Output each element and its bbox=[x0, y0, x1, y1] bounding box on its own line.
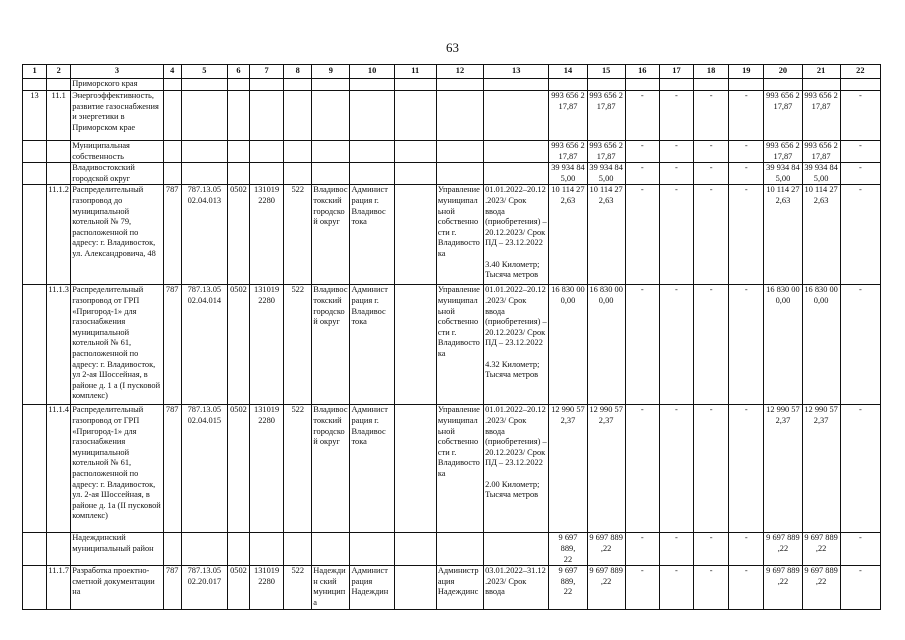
table-cell: Владивостокский городской округ bbox=[71, 163, 163, 185]
table-cell: - bbox=[729, 566, 764, 609]
table-cell: Разработка проектно-сметной документации на bbox=[71, 566, 163, 609]
table-cell bbox=[284, 533, 312, 566]
table-cell bbox=[394, 141, 436, 163]
table-cell bbox=[284, 141, 312, 163]
table-cell: 993 656 2 17,87 bbox=[587, 91, 625, 141]
table-cell bbox=[23, 141, 47, 163]
table-cell: - bbox=[659, 185, 693, 285]
table-cell bbox=[250, 533, 284, 566]
table-cell: 993 656 2 17,87 bbox=[802, 141, 840, 163]
table-cell bbox=[394, 405, 436, 533]
table-cell: 11.1.2 bbox=[47, 185, 71, 285]
table-row bbox=[23, 163, 881, 185]
table-cell: - bbox=[840, 533, 880, 566]
header-cell: 10 bbox=[350, 65, 394, 79]
table-cell bbox=[163, 163, 181, 185]
header-cell: 16 bbox=[625, 65, 659, 79]
table-cell: 12 990 57 2,37 bbox=[802, 405, 840, 533]
table-cell: 522 bbox=[284, 285, 312, 405]
table-cell: 01.01.2022–20.12 .2023/ Срок ввода (приобретения) – 20.12.2023/ Срок ПД – 23.12.2022 4.32 Километр; Тысяча метров bbox=[484, 285, 549, 405]
table-cell: 12 990 57 2,37 bbox=[587, 405, 625, 533]
table-cell: - bbox=[659, 285, 693, 405]
table-cell bbox=[284, 79, 312, 91]
header-cell: 1 bbox=[23, 65, 47, 79]
table-cell: - bbox=[694, 185, 729, 285]
table-cell: - bbox=[659, 533, 693, 566]
table-cell: - bbox=[625, 163, 659, 185]
table-cell: 39 934 84 5,00 bbox=[764, 163, 802, 185]
table-cell: - bbox=[625, 405, 659, 533]
table-cell: - bbox=[840, 141, 880, 163]
table-cell bbox=[47, 163, 71, 185]
table-cell: Приморского края bbox=[71, 79, 163, 91]
table-row bbox=[23, 405, 881, 533]
table-cell: - bbox=[625, 91, 659, 141]
header-cell: 9 bbox=[312, 65, 350, 79]
table-cell: 9 697 889 ,22 bbox=[802, 566, 840, 609]
table-cell bbox=[350, 533, 394, 566]
header-cell: 19 bbox=[729, 65, 764, 79]
table-cell: 39 934 84 5,00 bbox=[549, 163, 587, 185]
table-cell: - bbox=[840, 566, 880, 609]
table-cell bbox=[181, 141, 227, 163]
table-cell: 522 bbox=[284, 185, 312, 285]
table-cell: 01.01.2022–20.12 .2023/ Срок ввода (приобретения) – 20.12.2023/ Срок ПД – 23.12.2022 3.40 Километр; Тысяча метров bbox=[484, 185, 549, 285]
table-cell bbox=[394, 566, 436, 609]
table-cell: - bbox=[840, 285, 880, 405]
header-cell: 2 bbox=[47, 65, 71, 79]
header-cell: 4 bbox=[163, 65, 181, 79]
table-cell bbox=[350, 141, 394, 163]
table-cell: 11.1 bbox=[47, 91, 71, 141]
table-cell: Муниципальная собственность bbox=[71, 141, 163, 163]
table-cell: 10 114 27 2,63 bbox=[549, 185, 587, 285]
table-cell: Администр ация Надеждинс bbox=[436, 566, 483, 609]
table-cell: 131019 2280 bbox=[250, 285, 284, 405]
table-cell bbox=[23, 566, 47, 609]
table-cell: Владивос токский городской округ bbox=[312, 405, 350, 533]
table-cell: - bbox=[840, 163, 880, 185]
table-cell: - bbox=[625, 185, 659, 285]
table-cell bbox=[312, 141, 350, 163]
header-cell: 12 bbox=[436, 65, 483, 79]
table-cell: 993 656 2 17,87 bbox=[549, 91, 587, 141]
table-cell bbox=[312, 163, 350, 185]
header-cell: 21 bbox=[802, 65, 840, 79]
table-row bbox=[23, 91, 881, 141]
table-cell bbox=[436, 163, 483, 185]
header-cell: 13 bbox=[484, 65, 549, 79]
table-cell bbox=[47, 141, 71, 163]
table-header-row bbox=[23, 65, 881, 79]
header-cell: 3 bbox=[71, 65, 163, 79]
table-cell bbox=[227, 163, 249, 185]
budget-table bbox=[22, 64, 881, 610]
table-cell: Распределительный газопровод от ГРП «Пригород-1» для газоснабжения муниципальной котельной № 61, расположенной по адресу: г. Владивосток, ул. 2-ая Шоссейная, в районе д. 1а (II пусковой комплекс) bbox=[71, 405, 163, 533]
table-cell: Управление муниципал ьной собственно сти г. Владивосто ка bbox=[436, 285, 483, 405]
table-cell bbox=[350, 91, 394, 141]
table-cell: 11.1.7 bbox=[47, 566, 71, 609]
table-cell: - bbox=[659, 405, 693, 533]
table-cell: - bbox=[625, 285, 659, 405]
table-cell bbox=[23, 79, 47, 91]
table-cell bbox=[484, 79, 549, 91]
table-cell: - bbox=[840, 185, 880, 285]
table-cell: - bbox=[625, 141, 659, 163]
table-cell bbox=[394, 91, 436, 141]
table-row bbox=[23, 185, 881, 285]
table-cell: - bbox=[729, 91, 764, 141]
table-cell bbox=[227, 79, 249, 91]
table-cell bbox=[436, 79, 483, 91]
header-cell: 15 bbox=[587, 65, 625, 79]
table-cell: - bbox=[694, 163, 729, 185]
table-cell bbox=[23, 533, 47, 566]
table-cell bbox=[312, 533, 350, 566]
table-cell: 39 934 84 5,00 bbox=[802, 163, 840, 185]
table-cell bbox=[250, 91, 284, 141]
table-cell: 993 656 2 17,87 bbox=[764, 91, 802, 141]
table-row bbox=[23, 285, 881, 405]
table-cell bbox=[227, 91, 249, 141]
table-cell bbox=[729, 79, 764, 91]
table-row bbox=[23, 79, 881, 91]
table-row bbox=[23, 533, 881, 566]
table-cell: - bbox=[694, 405, 729, 533]
table-cell bbox=[163, 91, 181, 141]
table-cell bbox=[312, 79, 350, 91]
table-cell bbox=[484, 163, 549, 185]
table-cell bbox=[436, 533, 483, 566]
table-cell: 131019 2280 bbox=[250, 405, 284, 533]
table-cell: Надеждин ский муниципа bbox=[312, 566, 350, 609]
table-cell bbox=[250, 79, 284, 91]
table-cell: 787 bbox=[163, 285, 181, 405]
table-cell bbox=[659, 79, 693, 91]
table-cell bbox=[802, 79, 840, 91]
table-cell bbox=[764, 79, 802, 91]
table-cell bbox=[227, 533, 249, 566]
table-cell: Управление муниципал ьной собственно сти г. Владивосто ка bbox=[436, 405, 483, 533]
table-cell: 787.13.05 02.20.017 bbox=[181, 566, 227, 609]
table-cell bbox=[163, 533, 181, 566]
table-cell bbox=[23, 185, 47, 285]
table-cell: 39 934 84 5,00 bbox=[587, 163, 625, 185]
table-cell: 10 114 27 2,63 bbox=[764, 185, 802, 285]
table-cell: Распределительный газопровод от ГРП «Пригород-1» для газоснабжения муниципальной котельной № 61, расположенной по адресу: г. Владивосток, ул 2-ая Шоссейная, в районе д. 1 а (I пусковой комплекс) bbox=[71, 285, 163, 405]
table-cell bbox=[23, 285, 47, 405]
table-cell bbox=[484, 91, 549, 141]
table-row bbox=[23, 566, 881, 609]
table-cell: - bbox=[694, 533, 729, 566]
table-cell bbox=[484, 141, 549, 163]
table-cell: 131019 2280 bbox=[250, 185, 284, 285]
table-cell bbox=[394, 533, 436, 566]
table-cell: - bbox=[729, 163, 764, 185]
table-cell bbox=[350, 163, 394, 185]
table-cell: 16 830 00 0,00 bbox=[802, 285, 840, 405]
table-cell: 522 bbox=[284, 405, 312, 533]
table-cell bbox=[840, 79, 880, 91]
table-cell: 993 656 2 17,87 bbox=[764, 141, 802, 163]
table-cell: Надеждинский муниципальный район bbox=[71, 533, 163, 566]
header-cell: 20 bbox=[764, 65, 802, 79]
table-cell: 9 697 889, 22 bbox=[549, 533, 587, 566]
table-cell: 01.01.2022–20.12 .2023/ Срок ввода (приобретения) – 20.12.2023/ Срок ПД – 23.12.2022 2.00 Километр; Тысяча метров bbox=[484, 405, 549, 533]
table-cell: 11.1.4 bbox=[47, 405, 71, 533]
table-cell bbox=[284, 91, 312, 141]
table-cell: 993 656 2 17,87 bbox=[587, 141, 625, 163]
table-cell: 993 656 2 17,87 bbox=[549, 141, 587, 163]
table-cell bbox=[436, 91, 483, 141]
table-cell: 9 697 889 ,22 bbox=[802, 533, 840, 566]
table-cell: 787 bbox=[163, 405, 181, 533]
table-cell: 11.1.3 bbox=[47, 285, 71, 405]
header-cell: 7 bbox=[250, 65, 284, 79]
table-cell bbox=[181, 79, 227, 91]
header-cell: 18 bbox=[694, 65, 729, 79]
table-cell bbox=[227, 141, 249, 163]
table-cell: Владивос токский городской округ bbox=[312, 285, 350, 405]
table-cell: Управление муниципал ьной собственно сти г. Владивосто ка bbox=[436, 185, 483, 285]
table-cell: 0502 bbox=[227, 285, 249, 405]
table-cell: - bbox=[625, 566, 659, 609]
table-cell bbox=[181, 91, 227, 141]
table-cell: - bbox=[840, 91, 880, 141]
table-cell: 9 697 889 ,22 bbox=[764, 566, 802, 609]
table-cell: Админист рация Надеждин bbox=[350, 566, 394, 609]
table-cell bbox=[181, 533, 227, 566]
table-cell: Админист рация г. Владивос тока bbox=[350, 285, 394, 405]
table-cell: Владивос токский городской округ bbox=[312, 185, 350, 285]
table-cell: - bbox=[729, 533, 764, 566]
table-cell: 787.13.05 02.04.013 bbox=[181, 185, 227, 285]
table-cell bbox=[47, 79, 71, 91]
table-cell bbox=[394, 79, 436, 91]
table-cell: - bbox=[694, 566, 729, 609]
table-cell bbox=[181, 163, 227, 185]
table-cell: Админист рация г. Владивос тока bbox=[350, 185, 394, 285]
table-cell: - bbox=[659, 141, 693, 163]
table-cell: 522 bbox=[284, 566, 312, 609]
table-cell bbox=[284, 163, 312, 185]
header-cell: 6 bbox=[227, 65, 249, 79]
table-cell: 12 990 57 2,37 bbox=[549, 405, 587, 533]
table-cell bbox=[163, 79, 181, 91]
table-cell: - bbox=[694, 91, 729, 141]
table-cell: - bbox=[659, 91, 693, 141]
table-cell: 16 830 00 0,00 bbox=[764, 285, 802, 405]
table-cell: 16 830 00 0,00 bbox=[549, 285, 587, 405]
page-number: 63 bbox=[446, 40, 459, 55]
table-cell: 787 bbox=[163, 566, 181, 609]
header-cell: 22 bbox=[840, 65, 880, 79]
table-cell: 03.01.2022–31.12 .2023/ Срок ввода bbox=[484, 566, 549, 609]
table-cell: - bbox=[625, 533, 659, 566]
table-cell bbox=[350, 79, 394, 91]
table-cell: - bbox=[694, 285, 729, 405]
table-cell: 16 830 00 0,00 bbox=[587, 285, 625, 405]
header-cell: 8 bbox=[284, 65, 312, 79]
table-cell bbox=[625, 79, 659, 91]
table-cell bbox=[250, 141, 284, 163]
header-cell: 17 bbox=[659, 65, 693, 79]
table-cell bbox=[163, 141, 181, 163]
table-cell: 787 bbox=[163, 185, 181, 285]
table-cell bbox=[587, 79, 625, 91]
header-cell: 11 bbox=[394, 65, 436, 79]
table-cell: - bbox=[729, 141, 764, 163]
table-cell bbox=[23, 163, 47, 185]
table-cell: 0502 bbox=[227, 185, 249, 285]
table-cell: 787.13.05 02.04.015 bbox=[181, 405, 227, 533]
table-cell bbox=[23, 405, 47, 533]
table-cell: 9 697 889 ,22 bbox=[587, 533, 625, 566]
table-cell: - bbox=[729, 405, 764, 533]
table-cell: 787.13.05 02.04.014 bbox=[181, 285, 227, 405]
table-cell: - bbox=[729, 285, 764, 405]
table-cell: 9 697 889 ,22 bbox=[587, 566, 625, 609]
table-cell: 12 990 57 2,37 bbox=[764, 405, 802, 533]
table-cell bbox=[47, 533, 71, 566]
table-cell bbox=[549, 79, 587, 91]
table-cell: Распределительный газопровод до муниципальной котельной № 79, расположенной по адресу: г. Владивосток, ул. Александровича, 48 bbox=[71, 185, 163, 285]
table-cell: Энергоэффективность, развитие газоснабжения и энергетики в Приморском крае bbox=[71, 91, 163, 141]
table-cell: 131019 2280 bbox=[250, 566, 284, 609]
table-cell: - bbox=[659, 163, 693, 185]
header-cell: 14 bbox=[549, 65, 587, 79]
table-cell: - bbox=[659, 566, 693, 609]
table-cell: 10 114 27 2,63 bbox=[587, 185, 625, 285]
table-cell bbox=[312, 91, 350, 141]
header-cell: 5 bbox=[181, 65, 227, 79]
table-cell bbox=[484, 533, 549, 566]
table-cell: Админист рация г. Владивос тока bbox=[350, 405, 394, 533]
table-cell bbox=[436, 141, 483, 163]
table-cell: - bbox=[840, 405, 880, 533]
table-cell: - bbox=[694, 141, 729, 163]
table-cell bbox=[394, 285, 436, 405]
table-cell bbox=[394, 163, 436, 185]
table-cell: - bbox=[729, 185, 764, 285]
table-cell: 10 114 27 2,63 bbox=[802, 185, 840, 285]
table-cell: 9 697 889 ,22 bbox=[764, 533, 802, 566]
table-cell bbox=[250, 163, 284, 185]
table-cell bbox=[394, 185, 436, 285]
table-cell: 993 656 2 17,87 bbox=[802, 91, 840, 141]
table-cell: 13 bbox=[23, 91, 47, 141]
table-cell: 0502 bbox=[227, 405, 249, 533]
table-cell: 0502 bbox=[227, 566, 249, 609]
table-cell bbox=[694, 79, 729, 91]
table-cell: 9 697 889, 22 bbox=[549, 566, 587, 609]
table-row bbox=[23, 141, 881, 163]
